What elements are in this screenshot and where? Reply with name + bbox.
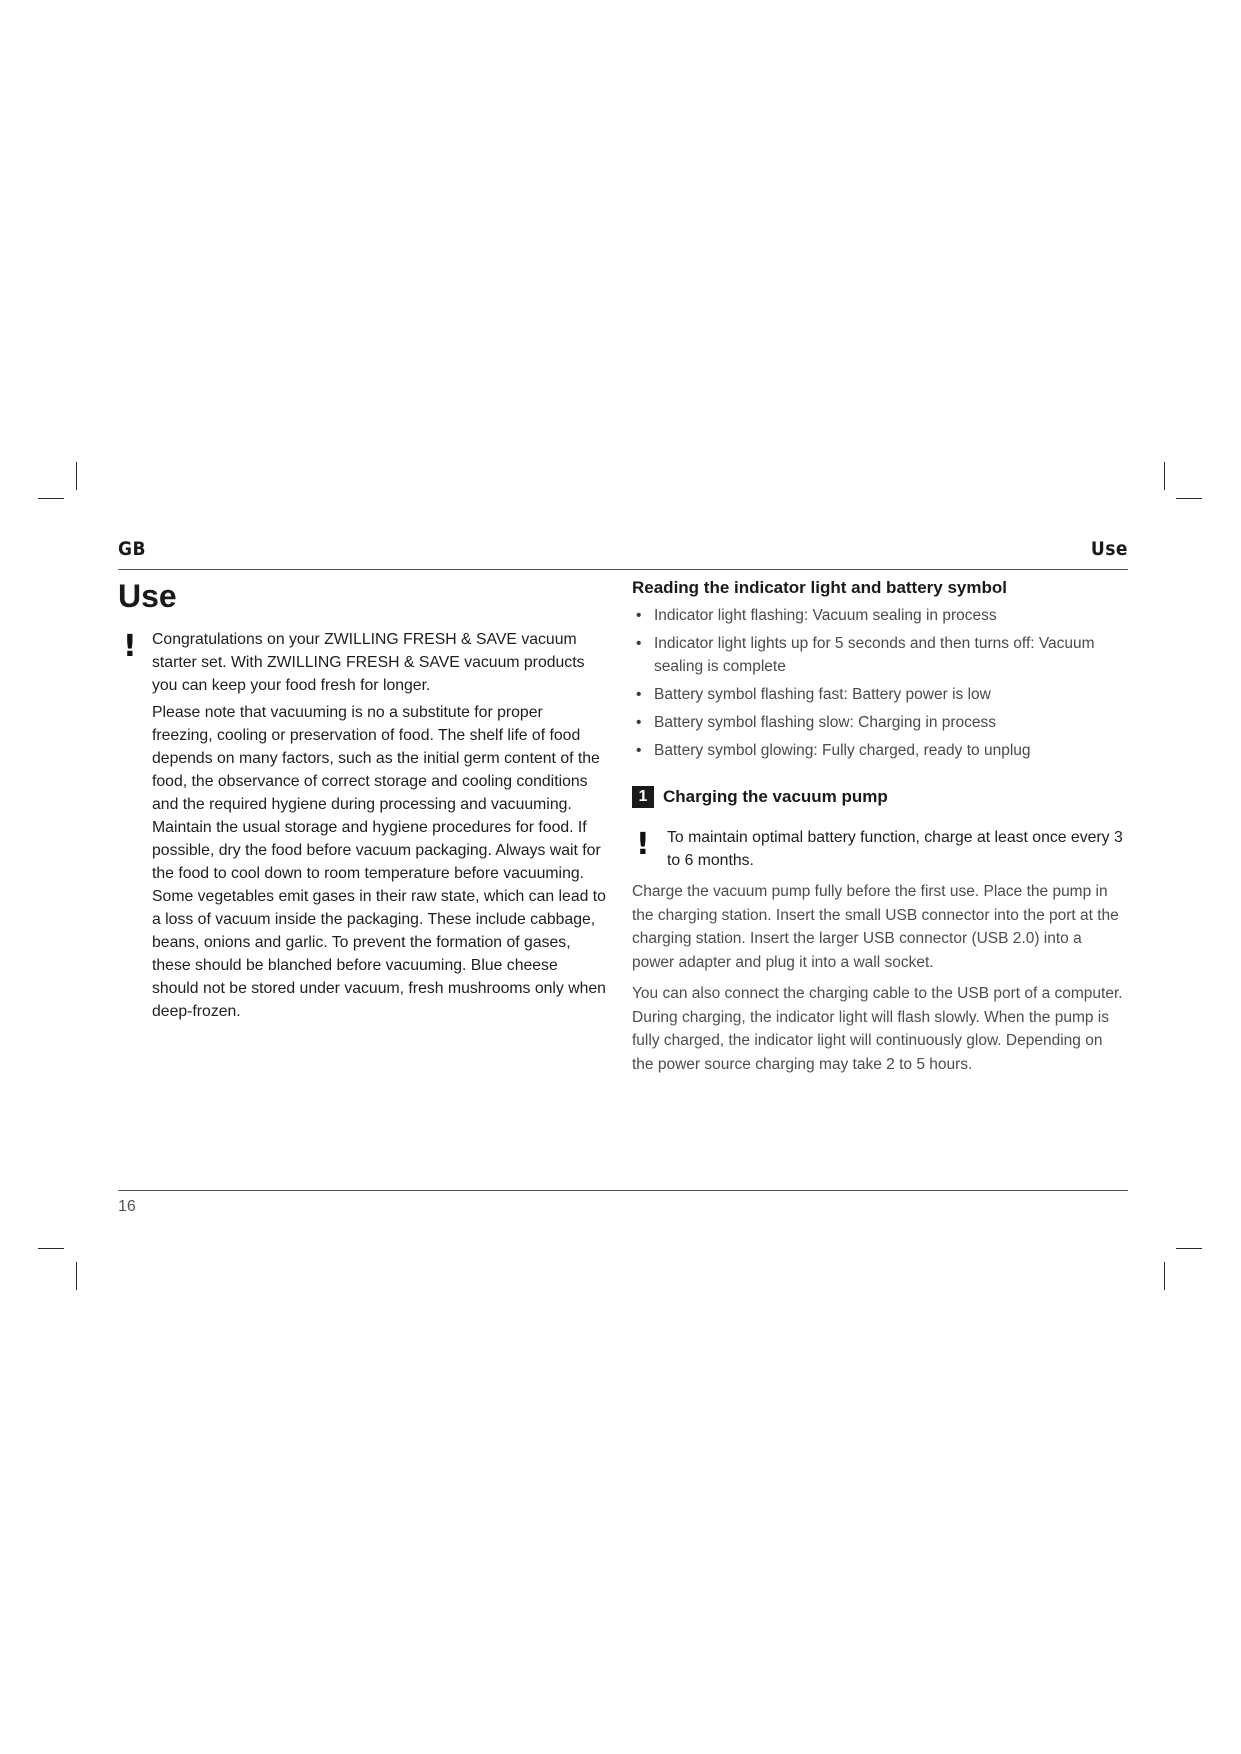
exclamation-icon: ! xyxy=(123,629,137,664)
crop-mark xyxy=(38,498,64,499)
list-item-text: Battery symbol flashing slow: Charging in process xyxy=(654,714,997,731)
bullet-dot-icon: • xyxy=(636,607,642,624)
bullet-dot-icon: • xyxy=(636,742,642,759)
section-title: Charging the vacuum pump xyxy=(663,787,888,806)
exclamation-icon: ! xyxy=(636,827,650,862)
bullet-dot-icon: • xyxy=(636,635,642,652)
crop-mark xyxy=(76,1262,77,1290)
battery-note xyxy=(632,826,1128,872)
header-rule xyxy=(118,569,1128,570)
crop-mark xyxy=(76,462,77,490)
right-column xyxy=(632,578,1128,1076)
list-item xyxy=(632,604,1128,627)
page-title: Use xyxy=(118,578,177,614)
list-item-text: Indicator light lights up for 5 seconds and then turns off: Vacuum sealing is complete xyxy=(654,635,1095,675)
battery-note-text: To maintain optimal battery function, charge at least once every 3 to 6 months. xyxy=(667,829,1123,869)
indicator-heading: Reading the indicator light and battery symbol xyxy=(632,578,1007,597)
charging-paragraph: Charge the vacuum pump fully before the first use. Place the pump in the charging station. Insert the small USB connector into the port at the charging station. Insert the larger USB connector (USB 2.0) into a power adapter and plug it into a wall socket. xyxy=(632,883,1119,971)
bullet-dot-icon: • xyxy=(636,686,642,703)
list-item xyxy=(632,683,1128,706)
list-item xyxy=(632,632,1128,678)
section-number-badge: 1 xyxy=(632,786,654,808)
page-number: 16 xyxy=(118,1198,136,1215)
left-column xyxy=(152,628,607,1027)
crop-mark xyxy=(1164,1262,1165,1290)
usb-paragraph: You can also connect the charging cable to the USB port of a computer. During charging, the indicator light will flash slowly. When the pump is fully charged, the indicator light will continuously glow. Depending on the power source charging may take 2 to 5 hours. xyxy=(632,985,1123,1073)
list-item-text: Battery symbol glowing: Fully charged, ready to unplug xyxy=(654,742,1031,759)
crop-mark xyxy=(1176,1248,1202,1249)
running-header xyxy=(118,538,1128,570)
charging-section-heading xyxy=(632,786,1128,812)
crop-mark xyxy=(38,1248,64,1249)
crop-mark xyxy=(1176,498,1202,499)
bullet-dot-icon: • xyxy=(636,714,642,731)
footer-rule xyxy=(118,1190,1128,1191)
list-item xyxy=(632,739,1128,762)
list-item-text: Battery symbol flashing fast: Battery power is low xyxy=(654,686,991,703)
intro-note: Congratulations on your ZWILLING FRESH & SAVE vacuum starter set. With ZWILLING FRESH & SAVE vacuum products you can keep your food fresh for longer. xyxy=(152,631,585,694)
language-code: GB xyxy=(118,538,147,560)
indicator-list xyxy=(632,604,1128,762)
section-name: Use xyxy=(1090,538,1128,560)
usage-paragraph: Please note that vacuuming is no a substitute for proper freezing, cooling or preservation of food. The shelf life of food depends on many factors, such as the initial germ content of the food, the observance of correct storage and cooling conditions and the required hygiene during processing and vacuuming. Maintain the usual storage and hygiene procedures for food. If possible, dry the food before vacuum packaging. Always wait for the food to cool down to room temperature before vacuuming. Some vegetables emit gases in their raw state, which can lead to a loss of vacuum inside the packaging. These include cabbage, beans, onions and garlic. To prevent the formation of gases, these should be blanched before vacuuming. Blue cheese should not be stored under vacuum, fresh mushrooms only when deep-frozen. xyxy=(152,704,606,1020)
list-item xyxy=(632,711,1128,734)
list-item-text: Indicator light flashing: Vacuum sealing in process xyxy=(654,607,997,624)
crop-mark xyxy=(1164,462,1165,490)
